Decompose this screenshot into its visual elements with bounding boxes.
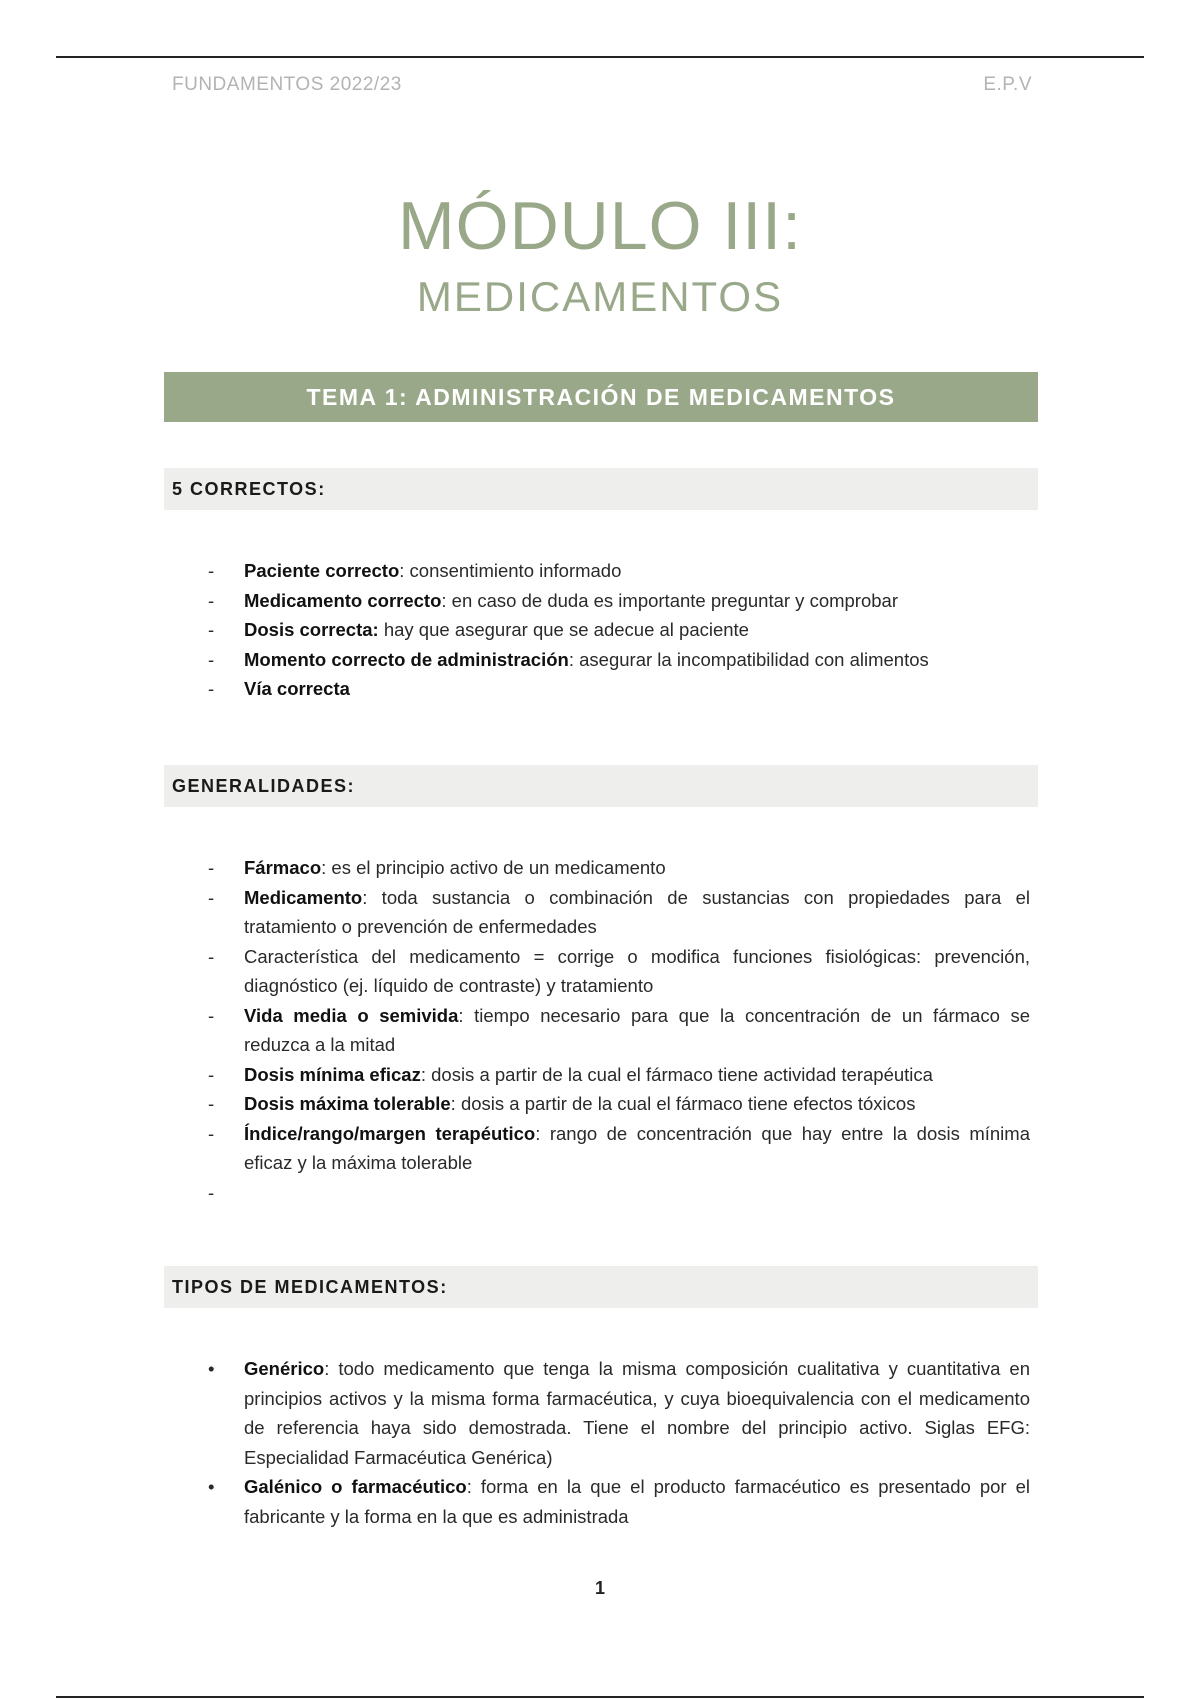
item-term: Vía correcta	[244, 678, 350, 699]
item-term: Medicamento correcto	[244, 589, 442, 611]
list-correctos	[208, 556, 1030, 704]
item-text: : dosis a partir de la cual el fármaco tiene actividad terapéutica	[420, 1063, 933, 1085]
item-term: Dosis correcta:	[244, 619, 379, 640]
list-item	[208, 1119, 1030, 1178]
bullet-dash: -	[208, 1093, 215, 1114]
bullet-dash: -	[208, 945, 215, 967]
bullet-dash: -	[208, 560, 215, 581]
list-item	[208, 1472, 1030, 1531]
list-generalidades	[208, 853, 1030, 1207]
item-term: Medicamento	[244, 886, 363, 908]
list-item	[208, 586, 1030, 616]
module-subtitle: MEDICAMENTOS	[416, 273, 784, 320]
item-text: : tiempo necesario para que la concentración de un fármaco se reduzca a la mitad	[244, 1004, 1030, 1055]
item-text: : todo medicamento que tenga la misma composición cualitativa y cuantitativa en principios activos y la misma forma farmacéutica, y cuya bioequivalencia con el medicamento de referencia haya sido demostrada. Tiene el nombre del principio activo. Siglas EFG: Especialidad Farmacéutica Genérica)	[244, 1358, 1030, 1468]
list-item	[208, 853, 1030, 883]
item-term: Galénico o farmacéutico	[244, 1476, 467, 1497]
bottom-rule	[56, 1696, 1144, 1698]
item-term: Vida media o semivida	[244, 1004, 459, 1026]
bullet-dash: -	[208, 678, 215, 699]
item-text: Característica del medicamento = corrige o modifica funciones fisiológicas: prevención, diagnóstico (ej. líquido de contraste) y tratamiento	[244, 945, 1030, 996]
item-text: : toda sustancia o combinación de sustancias con propiedades para el tratamiento o prevención de enfermedades	[244, 886, 1030, 937]
bullet-dash: -	[208, 1063, 215, 1085]
module-title: MÓDULO III:	[398, 188, 802, 264]
topic-banner: TEMA 1: ADMINISTRACIÓN DE MEDICAMENTOS	[164, 372, 1038, 422]
bullet-dash: -	[208, 619, 215, 640]
bullet-dash: -	[208, 648, 215, 670]
section-heading-correctos: 5 CORRECTOS:	[164, 468, 1038, 510]
item-text: : forma en la que el producto farmacéutico es presentado por el fabricante y la forma en la que es administrada	[244, 1476, 1031, 1527]
item-term: Genérico	[244, 1358, 325, 1379]
item-text: : en caso de duda es importante preguntar y comprobar	[441, 589, 898, 611]
list-item	[208, 1089, 1030, 1119]
bullet-dash: -	[208, 857, 215, 878]
list-item	[208, 615, 1030, 645]
item-term: Índice/rango/margen terapéutico	[244, 1122, 536, 1144]
list-item	[208, 883, 1030, 942]
bullet-dot: •	[208, 1358, 215, 1379]
list-item	[208, 1060, 1030, 1090]
bullet-dash: -	[208, 886, 215, 908]
item-text: : dosis a partir de la cual el fármaco tiene efectos tóxicos	[450, 1093, 916, 1114]
bullet-dash: -	[208, 1004, 215, 1026]
item-term: Dosis mínima eficaz	[244, 1063, 421, 1085]
top-rule	[56, 56, 1144, 58]
item-term: Dosis máxima tolerable	[244, 1093, 451, 1114]
list-item	[208, 674, 1030, 704]
section-heading-generalidades: GENERALIDADES:	[164, 765, 1038, 807]
list-item	[208, 645, 1030, 675]
item-term: Paciente correcto	[244, 560, 400, 581]
header-author: E.P.V	[983, 74, 1032, 95]
page-number: 1	[594, 1578, 605, 1598]
list-item	[208, 556, 1030, 586]
header-course: FUNDAMENTOS 2022/23	[172, 74, 402, 95]
list-item	[208, 942, 1030, 1001]
item-text: : rango de concentración que hay entre la dosis mínima eficaz y la máxima tolerable	[244, 1122, 1030, 1173]
list-item	[208, 1178, 1030, 1208]
bullet-dash: -	[208, 1122, 215, 1144]
bullet-dot: •	[208, 1476, 215, 1497]
item-text: : asegurar la incompatibilidad con alimentos	[568, 648, 929, 670]
section-heading-tipos: TIPOS DE MEDICAMENTOS:	[164, 1266, 1038, 1308]
item-term: Momento correcto de administración	[244, 648, 569, 670]
item-text: : es el principio activo de un medicamento	[321, 857, 666, 878]
bullet-dash: -	[208, 589, 215, 611]
list-item	[208, 1354, 1030, 1472]
list-item	[208, 1001, 1030, 1060]
item-text: hay que asegurar que se adecue al paciente	[378, 619, 749, 640]
list-tipos	[208, 1354, 1030, 1531]
bullet-dash: -	[208, 1181, 215, 1203]
item-text: : consentimiento informado	[399, 560, 622, 581]
item-term: Fármaco	[244, 857, 322, 878]
